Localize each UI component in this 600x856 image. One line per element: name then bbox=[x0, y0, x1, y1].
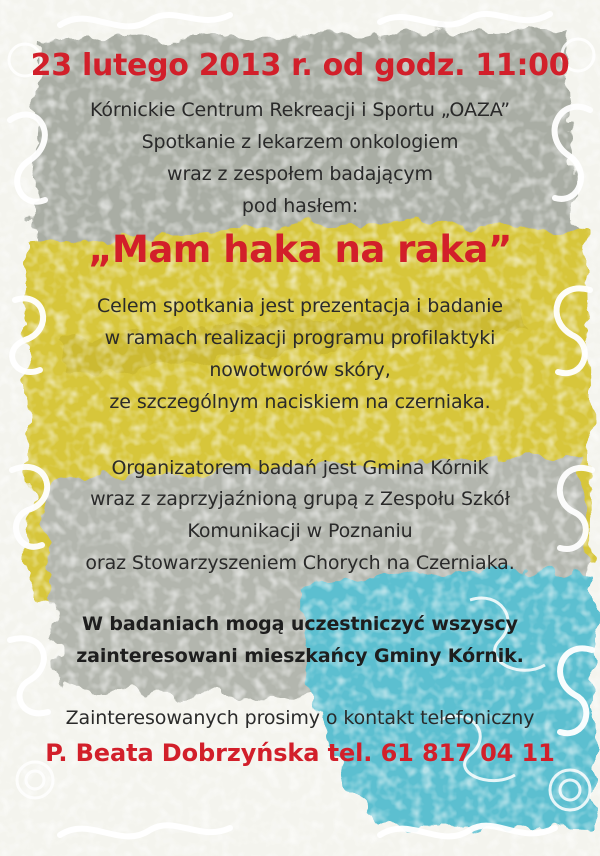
organizer-line: wraz z zaprzyjaźnioną grupą z Zespołu Szkół bbox=[90, 488, 510, 510]
intro-line: wraz z zespołem badającym bbox=[167, 163, 433, 185]
organizer-line: Komunikacji w Poznaniu bbox=[187, 520, 413, 542]
eligibility-line: W badaniach mogą uczestniczyć wszyscy bbox=[82, 613, 518, 635]
purpose-line: Celem spotkania jest prezentacja i badanie bbox=[96, 295, 504, 317]
purpose-line: w ramach realizacji programu profilaktyki bbox=[104, 327, 496, 349]
campaign-title: „Mam haka na raka” bbox=[88, 228, 512, 271]
organizer-line: oraz Stowarzyszeniem Chorych na Czerniaka. bbox=[85, 552, 515, 574]
intro-line: pod hasłem: bbox=[241, 195, 359, 217]
purpose-line: ze szczególnym naciskiem na czerniaka. bbox=[109, 391, 491, 413]
event-venue: Kórnickie Centrum Rekreacji i Sportu „OAZA” bbox=[89, 99, 511, 121]
event-date: 23 lutego 2013 r. od godz. 11:00 bbox=[30, 48, 570, 83]
contact-prompt: Zainteresowanych prosimy o kontakt telefoniczny bbox=[65, 707, 535, 729]
purpose-line: nowotworów skóry, bbox=[209, 359, 391, 381]
organizer-line: Organizatorem badań jest Gmina Kórnik bbox=[111, 457, 489, 479]
intro-line: Spotkanie z lekarzem onkologiem bbox=[141, 131, 459, 153]
eligibility-line: zainteresowani mieszkańcy Gminy Kórnik. bbox=[76, 645, 524, 667]
contact-person-phone: P. Beata Dobrzyńska tel. 61 817 04 11 bbox=[45, 739, 555, 767]
